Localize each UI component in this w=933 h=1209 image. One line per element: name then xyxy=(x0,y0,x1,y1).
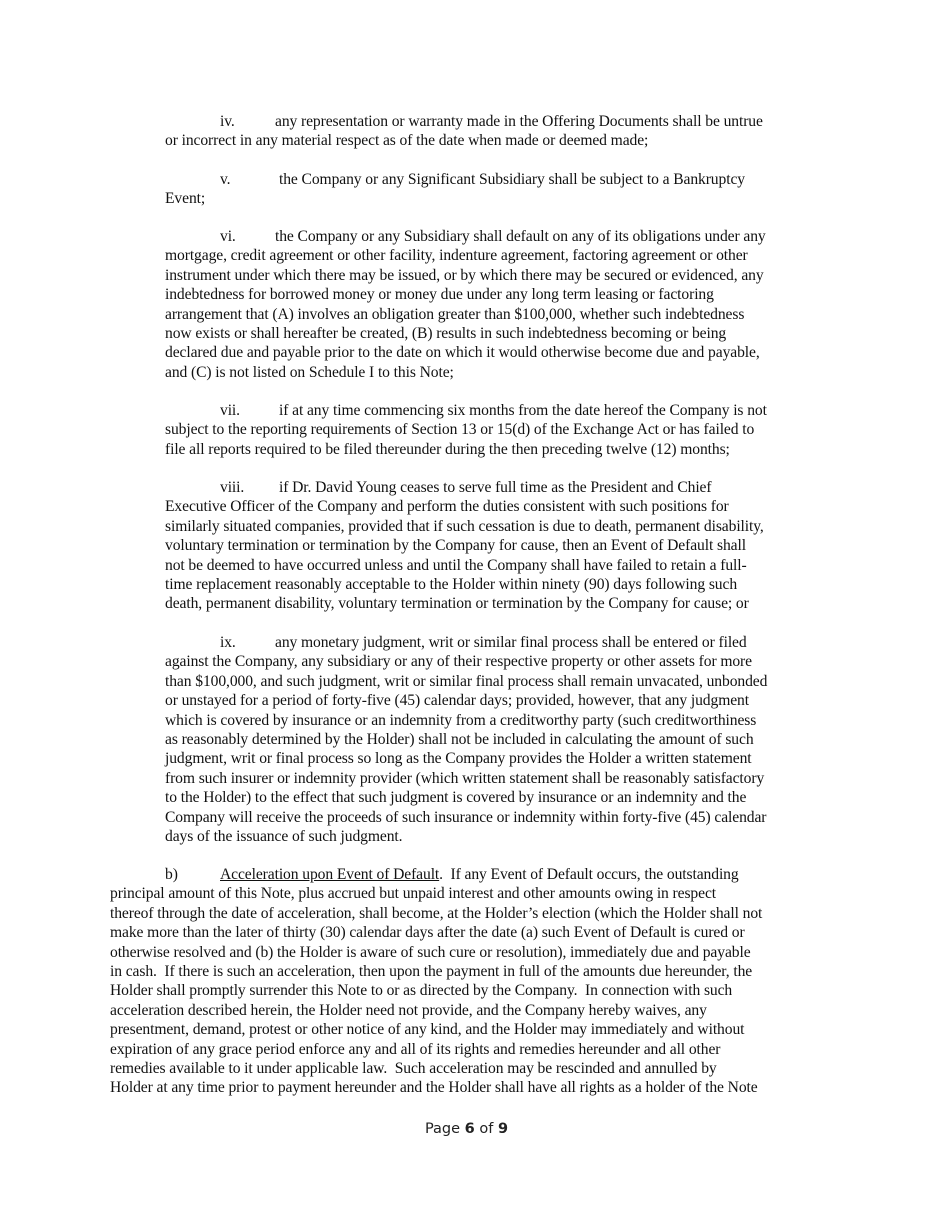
section-text: . If any Event of Default occurs, the outstanding xyxy=(439,866,739,883)
section-line: otherwise resolved and (b) the Holder is aware of such cure or resolution), immediately due and payable xyxy=(110,943,751,961)
section-heading: Acceleration upon Event of Default xyxy=(220,866,440,883)
clause-line: against the Company, any subsidiary or any of their respective property or other assets for more xyxy=(165,653,752,671)
clause-line: subject to the reporting requirements of Section 13 or 15(d) of the Exchange Act or has failed to xyxy=(165,421,755,439)
clause-first-line xyxy=(165,633,767,652)
section-line: remedies available to it under applicable law. Such acceleration may be rescinded and annulled by xyxy=(110,1059,717,1077)
clause-vii xyxy=(165,401,767,459)
clause-line: arrangement that (A) involves an obligation greater than $100,000, whether such indebtedness xyxy=(165,305,745,323)
clause-number: ix. xyxy=(220,634,236,651)
section-line: thereof through the date of acceleration, shall become, at the Holder’s election (which the Holder shall not xyxy=(110,904,763,922)
clause-line: Executive Officer of the Company and perform the duties consistent with such positions for xyxy=(165,498,729,516)
clause-v xyxy=(165,170,745,209)
clause-vi xyxy=(165,227,764,382)
section-line: Holder at any time prior to payment hereunder and the Holder shall have all rights as a holder of the Note xyxy=(110,1079,758,1097)
clause-text: if Dr. David Young ceases to serve full time as the President and Chief xyxy=(279,479,712,496)
clause-line: Event; xyxy=(165,190,206,208)
clause-iv xyxy=(165,112,763,151)
section-line: make more than the later of thirty (30) calendar days after the date (a) such Event of Default is cured or xyxy=(110,924,745,942)
clause-first-line xyxy=(165,227,764,246)
clause-ix xyxy=(165,633,767,846)
clause-line: voluntary termination or termination by the Company for cause, then an Event of Default shall xyxy=(165,537,746,555)
total-pages-number: 9 xyxy=(497,1121,509,1137)
clause-line: Company will receive the proceeds of such insurance or indemnity within forty-five (45) calendar xyxy=(165,808,767,826)
clause-number: viii. xyxy=(220,479,245,496)
clause-number: v. xyxy=(220,171,231,188)
clause-line: or incorrect in any material respect as of the date when made or deemed made; xyxy=(165,132,649,150)
section-line: presentment, demand, protest or other notice of any kind, and the Holder may immediately and without xyxy=(110,1021,745,1039)
clause-line: and (C) is not listed on Schedule I to this Note; xyxy=(165,363,454,381)
clause-number: vii. xyxy=(220,402,240,419)
section-heading-line xyxy=(220,865,739,884)
clause-line: from such insurer or indemnity provider (which written statement shall be reasonably satisfactory xyxy=(165,769,765,787)
section-line: principal amount of this Note, plus accrued but unpaid interest and other amounts owing in respect xyxy=(110,885,717,903)
clause-number: iv. xyxy=(220,113,235,130)
clause-line: to the Holder) to the effect that such judgment is covered by insurance or an indemnity and the xyxy=(165,789,747,807)
clause-line: days of the issuance of such judgment. xyxy=(165,827,403,845)
clause-line: which is covered by insurance or an indemnity from a creditworthy party (such creditworthiness xyxy=(165,711,757,729)
clause-text: the Company or any Subsidiary shall default on any of its obligations under any xyxy=(275,228,766,245)
clause-line: similarly situated companies, provided that if such cessation is due to death, permanent disability, xyxy=(165,517,764,535)
page-footer xyxy=(0,1121,933,1137)
clause-line: mortgage, credit agreement or other facility, indenture agreement, factoring agreement or other xyxy=(165,247,748,265)
section-line: Holder shall promptly surrender this Note to or as directed by the Company. In connection with such xyxy=(110,982,733,1000)
clause-line: as reasonably determined by the Holder) shall not be included in calculating the amount of such xyxy=(165,730,754,748)
section-line: acceleration described herein, the Holder need not provide, and the Company hereby waives, any xyxy=(110,1001,707,1019)
clause-line: judgment, writ or final process so long as the Company provides the Holder a written statement xyxy=(165,750,752,768)
clause-text: if at any time commencing six months from the date hereof the Company is not xyxy=(279,402,767,419)
clause-first-line xyxy=(165,112,763,131)
clause-line: or unstayed for a period of forty-five (45) calendar days; provided, however, that any judgment xyxy=(165,692,749,710)
clause-viii xyxy=(165,478,764,614)
page-of-label: of xyxy=(474,1121,498,1137)
clause-line: death, permanent disability, voluntary termination or termination by the Company for cause; or xyxy=(165,595,749,613)
section-line: in cash. If there is such an acceleration, then upon the payment in full of the amounts due hereunder, the xyxy=(110,962,753,980)
clause-line: indebtedness for borrowed money or money due under any long term leasing or factoring xyxy=(165,286,714,304)
clause-line: not be deemed to have occurred unless and until the Company shall have failed to retain a full- xyxy=(165,556,747,574)
clause-line: now exists or shall hereafter be created, (B) results in such indebtedness becoming or being xyxy=(165,324,727,342)
section-b-acceleration xyxy=(110,865,762,1098)
section-line: expiration of any grace period enforce any and all of its rights and remedies hereunder and all other xyxy=(110,1040,721,1058)
clause-line: instrument under which there may be issued, or by which there may be secured or evidenced, any xyxy=(165,266,764,284)
clause-line: declared due and payable prior to the date on which it would otherwise become due and payable, xyxy=(165,344,760,362)
clause-number: vi. xyxy=(220,228,236,245)
section-first-line xyxy=(110,865,762,884)
clause-first-line xyxy=(165,401,767,420)
page-label: Page xyxy=(424,1121,465,1137)
clause-first-line xyxy=(165,170,745,189)
section-number: b) xyxy=(165,866,178,883)
clause-line: than $100,000, and such judgment, writ or similar final process shall remain unvacated, unbonded xyxy=(165,672,768,690)
clause-text: any representation or warranty made in the Offering Documents shall be untrue xyxy=(275,113,763,130)
clause-text: the Company or any Significant Subsidiary shall be subject to a Bankruptcy xyxy=(279,171,745,188)
clause-line: time replacement reasonably acceptable to the Holder within ninety (90) days following such xyxy=(165,575,738,593)
clause-text: any monetary judgment, writ or similar final process shall be entered or filed xyxy=(275,634,747,651)
clause-line: file all reports required to be filed thereunder during the then preceding twelve (12) months; xyxy=(165,440,730,458)
current-page-number: 6 xyxy=(464,1121,475,1137)
clause-first-line xyxy=(165,478,764,497)
